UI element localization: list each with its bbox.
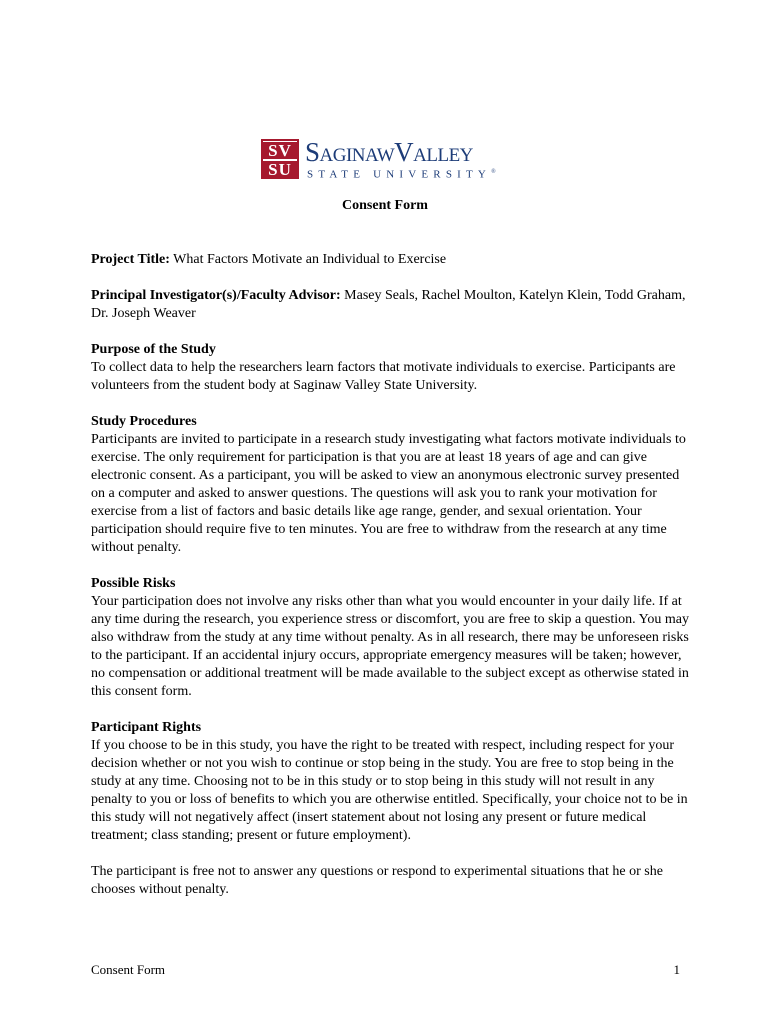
investigators-label: Principal Investigator(s)/Faculty Advisor:	[91, 288, 341, 303]
document-body	[91, 251, 691, 899]
rights-heading: Participant Rights	[91, 720, 202, 735]
logo-name: SaginawValley	[305, 137, 473, 167]
svsu-mark	[261, 139, 299, 179]
logo-mark-top: SV	[263, 142, 297, 159]
project-title-label: Project Title:	[91, 252, 170, 267]
form-title: Consent Form	[342, 198, 428, 213]
procedures-text: Participants are invited to participate in a research study investigating what factors motivate individuals to exercise. The only requirement for participation is that you are at least 18 years of age and can give electronic consent. As a participant, you will be asked to view an anonymous electronic survey presented on a computer and asked to answer questions. The questions will ask you to rank your motivation for exercise from a list of factors and basic details like age range, gender, and sexual orientation. Your participation should require five to ten minutes. You are free to withdraw from the research at any time without penalty.	[91, 432, 686, 555]
registered-mark: ®	[491, 169, 496, 175]
logo-subtitle-text: STATE UNIVERSITY	[307, 168, 492, 181]
purpose-text: To collect data to help the researchers learn factors that motivate individuals to exercise. Participants are volunteers from the student body at Saginaw Valley State University.	[91, 360, 676, 393]
investigators-value: Masey Seals, Rachel Moulton, Katelyn Klein, Todd Graham, Dr. Joseph Weaver	[91, 288, 686, 321]
purpose-heading: Purpose of the Study	[91, 342, 216, 357]
rights-text-2: The participant is free not to answer any questions or respond to experimental situations that he or she chooses without penalty.	[91, 864, 663, 897]
risks-heading: Possible Risks	[91, 576, 176, 591]
procedures-heading: Study Procedures	[91, 414, 197, 429]
page-number: 1	[673, 962, 680, 977]
logo-wordmark	[305, 137, 473, 167]
project-title-value: What Factors Motivate an Individual to Exercise	[173, 252, 447, 267]
footer-title: Consent Form	[91, 962, 166, 977]
logo-mark-bottom: SU	[263, 161, 297, 178]
risks-text: Your participation does not involve any risks other than what you would encounter in your daily life. If at any time during the research, you experience stress or discomfort, you are free to skip a question. You may also withdraw from the study at any time without penalty. As in all research, there may be unforeseen risks to the participant. If an accidental injury occurs, appropriate emergency measures will be taken; however, no compensation or additional treatment will be made available to the subject except as otherwise stated in this consent form.	[91, 594, 689, 699]
rights-text: If you choose to be in this study, you have the right to be treated with respect, including respect for your decision whether or not you wish to continue or stop being in the study. You are free to stop being in the study at any time. Choosing not to be in this study or to stop being in this study will not result in any penalty to you or loss of benefits to which you are otherwise entitled. Specifically, your choice not to be in this study will not negatively affect (insert statement about not losing any present or future medical treatment; class standing; present or future employment).	[91, 738, 688, 843]
university-logo	[261, 139, 513, 181]
logo-subtitle	[307, 166, 496, 181]
project-title-line	[91, 251, 691, 269]
investigators-line	[91, 287, 691, 323]
